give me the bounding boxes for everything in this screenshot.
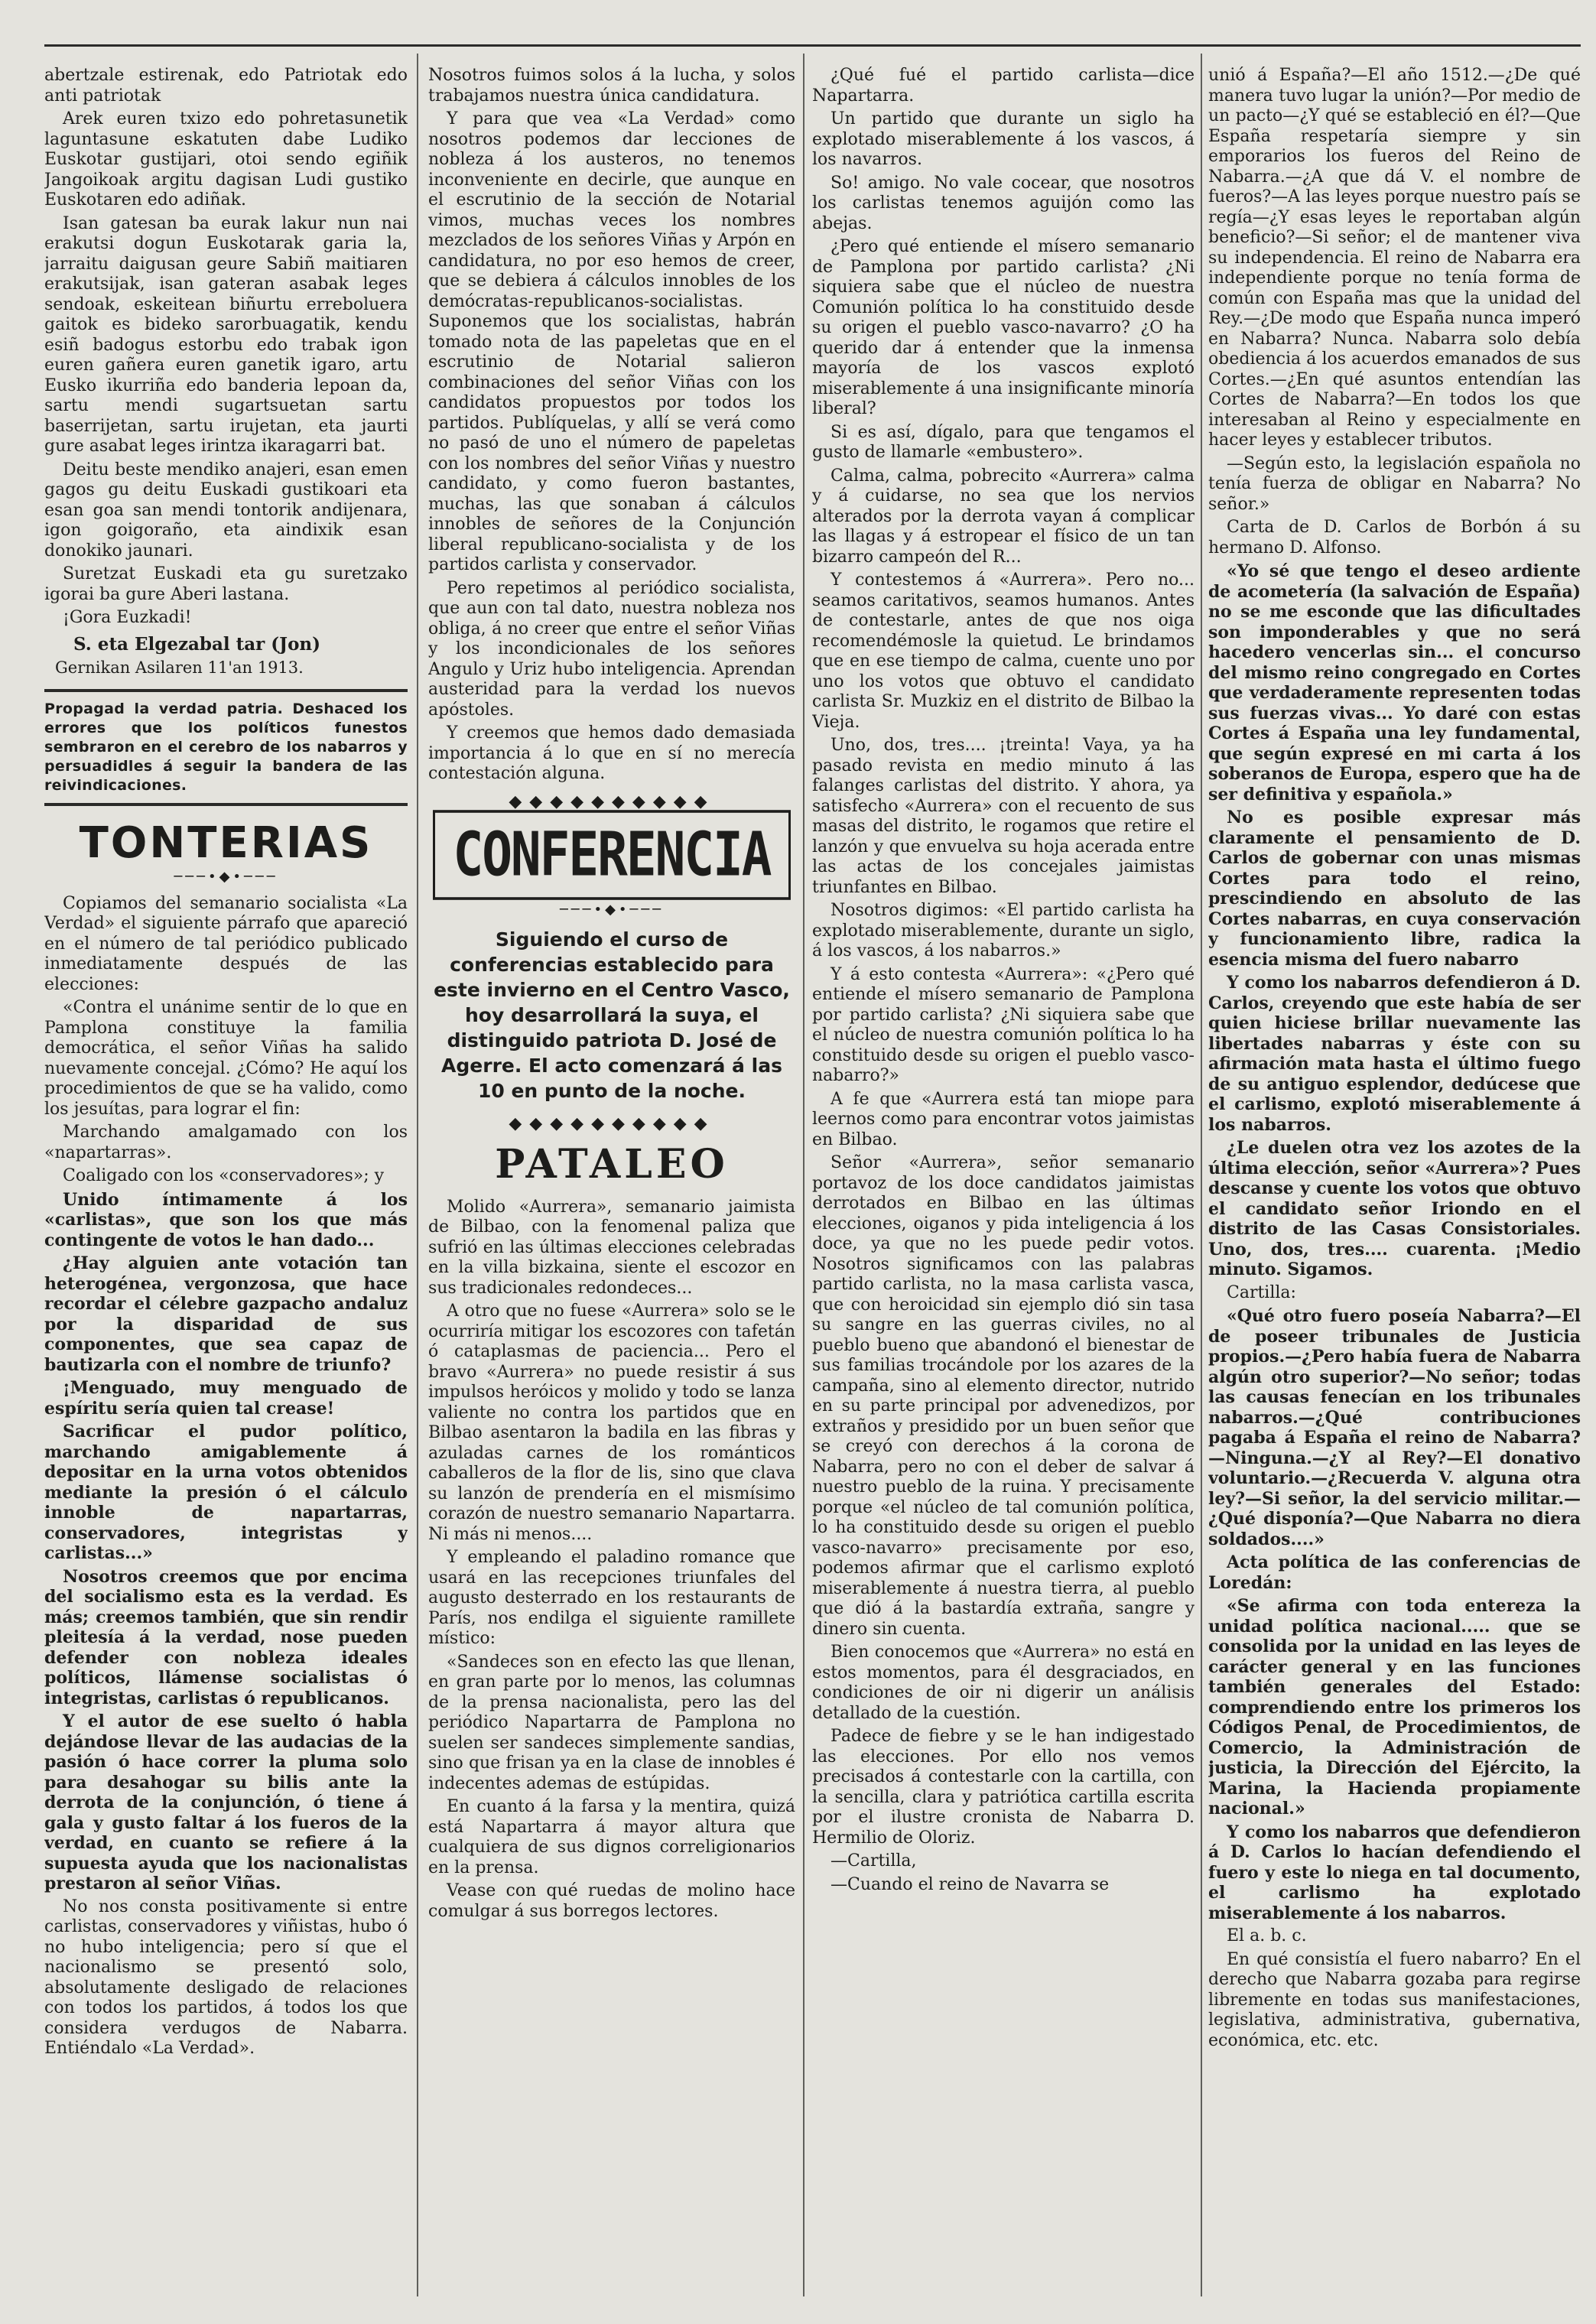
article-paragraph: Cartilla: <box>1227 1282 1296 1302</box>
column-4 <box>1208 66 1581 2054</box>
tonterias-paragraph: Copiamos del semanario socialista «La Verdad» el siguiente párrafo que apareció en el número de tal periódico publicado inmediatamente después de las elecciones: <box>44 893 408 994</box>
pataleo-paragraph: A otro que no fuese «Aurrera» solo se le ocurriría mitigar los escozores con tafetán ó cataplasmas de paciencia... Pero el bravo «Aurrera» no puede resistir á sus impulsos heróicos y molido y todo se lanza valiente no contra los partidos que en Bilbao asentaron la badila en las fibras y azuladas carnes de los románticos caballeros de la flor de lis, sino que clava su lanzón de prendería en el mismísimo corazón de nuestro semanario Napartarra. Ni más ni menos.... <box>428 1302 795 1544</box>
article-paragraph: «Se afirma con toda entereza la unidad política nacional..... que se consolida por la unidad en las leyes de carácter general y en las funciones también generales del Estado: comprendiendo entre los primeros los Códigos Penal, de Procedimientos, de Comercio, la Administración de justicia, la Dirección del Ejército, la Marina, la Hacienda propiamente nacional.» <box>1208 1596 1581 1819</box>
article-paragraph: ¿Pero qué entiende el mísero semanario de Pamplona por partido carlista? ¿Ni siquiera sabe que el núcleo de nuestra Comunión política lo ha constituido desde su origen el pueblo vasco-navarro? ¿O ha querido dar á entender que la inmensa mayoría de los vascos explotó miserablemente á una insignificante minoría liberal? <box>812 237 1195 418</box>
pataleo-paragraph: Molido «Aurrera», semanario jaimista de Bilbao, con la fenomenal paliza que sufrió en las últimas elecciones celebradas en la villa bizkaina, siente el escozor en sus tradicionales redondeces... <box>428 1197 795 1298</box>
article-paragraph: —Según esto, la legislación española no tenía fuerza de obligar en Nabarra? No señor.» <box>1208 453 1581 514</box>
ornament: ◆◆◆◆◆◆◆◆◆◆ <box>509 791 715 811</box>
article-paragraph: Acta política de las conferencias de Loredán: <box>1208 1552 1581 1593</box>
column-1 <box>44 66 408 2062</box>
pataleo-heading: PATALEO <box>495 1140 729 1188</box>
banner-slogan: Propagad la verdad patria. Deshaced los errores que los políticos funestos sembraron en el cerebro de los nabarros y persuadidles á seguir la bandera de las reivindicaciones. <box>44 700 408 794</box>
tonterias-paragraph: ¡Menguado, muy menguado de espíritu sería quien tal crease! <box>44 1378 408 1419</box>
article-paragraph: Pero repetimos al periódico socialista, que aun con tal dato, nuestra nobleza nos obliga, á no creer que entre el señor Viñas y los incondicionales de los señores Angulo y Uriz hubo inteligencia. Aprendan austeridad para la verdad los nuevos apóstoles. <box>428 578 795 720</box>
pataleo-paragraph: Vease con qué ruedas de molino hace comulgar á sus borregos lectores. <box>428 1881 795 1921</box>
basque-paragraph: ¡Gora Euzkadi! <box>63 608 192 627</box>
article-paragraph: Y como los nabarros defendieron á D. Carlos, creyendo que este había de ser quien hiciese brillar nuevamente las libertades nabarras y éste con su afirmación mata hasta el último fuego de su antiguo esplendor, dedúcese que el carlismo, explotó miserablemente á los nabarros. <box>1208 973 1581 1135</box>
conferencia-heading: CONFERENCIA <box>433 810 791 900</box>
article-paragraph: Y para que vea «La Verdad» como nosotros podemos dar lecciones de nobleza á los austeros, no tenemos inconveniente en decirle, que aunque en el escrutinio de la sección de Notarial vimos, muchas veces los nombres mezclados de los señores Viñas y Arpón en candidatura, no por eso hemos de creer, que se debiera á cálculos innobles de los demócratas-republicanos-socialistas. Suponemos que los socialistas, habrán tomado nota de las papeletas que en el escrutinio de Notarial salieron combinaciones del señor Viñas con los candidatos propuestos por todos los partidos. Publíquelas, y allí se verá como no pasó de uno el número de papeletas con los nombres del señor Viñas y nuestro candidato, y como fueron bastantes, muchas, las que sonaban á cálculos innobles de señores de la Conjunción liberal republicano-socialista y de los partidos carlista y conservador. <box>428 109 795 574</box>
article-paragraph: Carta de D. Carlos de Borbón á su hermano D. Alfonso. <box>1208 518 1581 557</box>
article-paragraph: El a. b. c. <box>1227 1926 1307 1945</box>
article-paragraph: So! amigo. No vale cocear, que nosotros los carlistas tenemos aguijón como las abejas. <box>812 173 1195 233</box>
basque-paragraph: Isan gatesan ba eurak lakur nun nai erakutsi dogun Euskotarak garia la, jarraitu daigusan geure Sabiñ maitiaren erakutsijak, isan gateran asabak leges sendoak, eskeitean biñurtu erreboluera gaitok es bideko sarorbuagatik, kendu esiñ badogus estorbu edo trabak igon euren gañera euren ganetik igaro, artu Eusko ikurriña edo banderia lepoan da, sartu mendi sugartsuetan sartu baserrijetan, sartu irujetan, eta jaurti gure asabat leges irintza ikaragarri bat. <box>44 213 408 456</box>
tonterias-paragraph: ¿Hay alguien ante votación tan heterogénea, vergonzosa, que hace recordar el célebre gazpacho andaluz por la disparidad de sus componentes, que sea capaz de bautizarla con el nombre de triunfo? <box>44 1253 408 1375</box>
pataleo-paragraph: En cuanto á la farsa y la mentira, quizá está Napartarra á mayor altura que cualquiera de sus dignos correligionarios en la prensa. <box>428 1797 795 1877</box>
tonterias-heading: TONTERIAS <box>79 817 373 868</box>
signature: S. eta Elgezabal tar (Jon) <box>73 633 321 655</box>
pataleo-paragraph: Y empleando el paladino romance que usará en las recepciones triunfales del augusto desterrado en los restaurants de París, nos endilga el siguiente ramillete místico: <box>428 1548 795 1648</box>
article-paragraph: Y á esto contesta «Aurrera»: «¿Pero qué entiende el mísero semanario de Pamplona por partido carlista? ¿Ni siquiera sabe que el núcleo de nuestra comunión política lo ha constituido desde su origen el pueblo vasco-nabarro?» <box>812 964 1195 1085</box>
article-paragraph: Y creemos que hemos dado demasiada importancia á lo que en sí no merecía contestación alguna. <box>428 723 795 783</box>
section-rule <box>44 803 408 806</box>
article-paragraph: Un partido que durante un siglo ha explotado miserablemente á los vascos, á los navarros. <box>812 109 1195 169</box>
dateline: Gernikan Asilaren 11'an 1913. <box>55 658 304 677</box>
article-paragraph: «Qué otro fuero poseía Nabarra?—El de poseer tribunales de Justicia propios.—¿Pero había fuera de Nabarra algún otro superior?—No señor; todas las causas fenecían en los tribunales nabarros.—¿Qué contribuciones pagaba á España el reino de Nabarra?—Ninguna.—¿Y al Rey?—El donativo voluntario.—¿Recuerda V. alguna otra ley?—Si señor, la del servicio militar.—¿Qué disponía?—Que Nabarra no diera soldados....» <box>1208 1306 1581 1549</box>
tonterias-paragraph: «Contra el unánime sentir de lo que en Pamplona constituye la familia democrática, el señor Viñas ha salido nuevamente concejal. ¿Cómo? He aquí los procedimientos de que se ha valido, como los jesuítas, para lograr el fin: <box>44 998 408 1119</box>
article-paragraph: Y contestemos á «Aurrera». Pero no... seamos caritativos, seamos humanos. Antes de contestarle, antes de que nos oiga recomendémosle la quietud. Le brindamos que en ese tiempo de calma, cuente uno por uno los votos que obtuvo el candidato carlista Sr. Muzkiz en el distrito de Bilbao la Vieja. <box>812 570 1195 732</box>
column-divider <box>417 54 418 2296</box>
article-paragraph: —Cuando el reino de Navarra se <box>831 1874 1110 1894</box>
tonterias-paragraph: Sacrificar el pudor político, marchando amigablemente á depositar en la urna votos obtenidos mediante la presión ó el cálculo innoble de napartarras, conservadores, integristas y carlistas...» <box>44 1422 408 1563</box>
basque-paragraph: Arek euren txizo edo pohretasunetik laguntasune eskatuten dabe Ludiko Euskotar gustijari, otoi sendo egiñik Jangoikoak argitu dagisan Ludi gustiko Euskotaren edo adiñak. <box>44 109 408 210</box>
tonterias-paragraph: Y el autor de ese suelto ó habla dejándose llevar de las audacias de la pasión ó hace correr la pluma solo para desahogar su bilis ante la derrota de la conjunción, ó tiene á gala y gusto faltar á los fueros de la verdad, en cuanto se refiere á la supuesta ayuda que los nacionalistas prestaron al señor Viñas. <box>44 1711 408 1893</box>
column-3 <box>812 66 1195 1898</box>
top-rule <box>44 44 1581 47</box>
tonterias-paragraph: Coaligado con los «conservadores»; y <box>63 1166 385 1185</box>
article-paragraph: Nosotros digimos: «El partido carlista ha explotado miserablemente, durante un siglo, á los vascos, á los nabarros.» <box>812 901 1195 960</box>
article-paragraph: Nosotros fuimos solos á la lucha, y solos trabajamos nuestra única candidatura. <box>428 66 795 106</box>
basque-paragraph: Suretzat Euskadi eta gu suretzako igorai ba gure Aberi lastana. <box>44 564 408 604</box>
conferencia-notice: Siguiendo el curso de conferencias establecido para este invierno en el Centro Vasco, hoy desarrollará la suya, el distinguido patriota D. José de Agerre. El acto comenzará á las 10 en punto de la noche. <box>434 928 790 1102</box>
basque-paragraph: abertzale estirenak, edo Patriotak edo anti patriotak <box>44 66 408 106</box>
column-2 <box>428 66 795 1925</box>
article-paragraph: «Yo sé que tengo el deseo ardiente de acometería (la salvación de España) no se me esconde que las dificultades son imponderables y que no será hacedero vencerlas sin... el concurso del mismo reino congregado en Cortes que verdaderamente representen todas sus fuerzas vivas... Yo daré con estas Cortes á España una ley fundamental, que según expresé en mi carta á los soberanos de Europa, espero que ha de ser definitiva y española.» <box>1208 561 1581 804</box>
basque-paragraph: Deitu beste mendiko anajeri, esan emen gagos gu deitu Euskadi gustikoari eta esan goa san mendi tontorik andijenara, igon goigoraño, eta aindixik esan donokiko jaunari. <box>44 460 408 561</box>
pataleo-paragraph: «Sandeces son en efecto las que llenan, en gran parte por lo menos, las columnas de la prensa nacionalista, pero las del periódico Napartarra de Pamplona no suelen ser sandeces simplemente sandias, sino que frisan ya en la clase de innobles é indecentes ademas de estúpidas. <box>428 1652 795 1793</box>
tonterias-paragraph: No nos consta positivamente si entre carlistas, conservadores y viñistas, hubo ó no hubo inteligencia; pero sí que el nacionalismo se presentó solo, absolutamente desligado de relaciones con todos los partidos, á todos los que considera verdugos de Nabarra. Entiéndalo «La Verdad». <box>44 1897 408 2058</box>
article-paragraph: unió á España?—El año 1512.—¿De qué manera tuvo lugar la unión?—Por medio de un pacto—¿Y qué se estableció en él?—Que España respetaría siempre y sin emporarios los fueros del Reino de Nabarra.—¿A que dá V. el nombre de fueros?—A las leyes porque nuestro país se regía—¿Y esas leyes le reportaban algún beneficio?—Si señor; el de mantener viva su independencia. El reino de Nabarra era independiente porque no tenía forma de común con España mas que la unidad del Rey.—¿De modo que España nunca imperó en Nabarra? Nunca. Nabarra solo debía obediencia á los acuerdos emanados de sus Cortes.—¿En qué asuntos entendían las Cortes de Nabarra?—En todos los que interesaban al Reino y especialmente en hacer leyes y establecer tributos. <box>1208 66 1581 450</box>
article-paragraph: ¿Qué fué el partido carlista—dice Napartarra. <box>812 66 1195 106</box>
ornament: ───•◆•─── <box>559 901 665 918</box>
article-paragraph: Y como los nabarros que defendieron á D. Carlos lo hacían defendiendo el fuero y este lo niega en tal documento, el carlismo ha explotado miserablemente á los nabarros. <box>1208 1822 1581 1923</box>
article-paragraph: No es posible expresar más claramente el pensamiento de D. Carlos de gobernar con unas mismas Cortes para todo el reino, prescindiendo en absoluto de las Cortes nabarras, en cuya conservación y funcionamiento libre, radica la esencia misma del fuero nabarro <box>1208 808 1581 970</box>
article-paragraph: Uno, dos, tres.... ¡treinta! Vaya, ya ha pasado revista en medio minuto á las falanges carlistas del distrito. Y ahora, ya satisfecho «Aurrera» con el recuento de sus masas del distrito, le rogamos que retire el lanzón y que envuelva su hoja acerada entre las actas de los concejales jaimistas triunfantes en Bilbao. <box>812 736 1195 897</box>
article-paragraph: Si es así, dígalo, para que tengamos el gusto de llamarle «embustero». <box>812 422 1195 462</box>
column-divider <box>1201 54 1202 2296</box>
section-rule <box>44 689 408 692</box>
article-paragraph: En qué consistía el fuero nabarro? En el derecho que Nabarra gozaba para regirse libremente en todas sus manifestaciones, legislativa, administrativa, gubernativa, económica, etc. etc. <box>1208 1949 1581 2050</box>
ornament: ◆◆◆◆◆◆◆◆◆◆ <box>509 1113 715 1133</box>
article-paragraph: A fe que «Aurrera está tan miope para leernos como para encontrar votos jaimistas en Bilbao. <box>812 1089 1195 1149</box>
tonterias-paragraph: Nosotros creemos que por encima del socialismo esta es la verdad. Es más; creemos también, que sin rendir pleitesía á la verdad, nose pueden defender con nobleza ideales políticos, llámense socialistas ó integristas, carlistas ó republicanos. <box>44 1566 408 1708</box>
column-divider <box>803 54 805 2296</box>
article-paragraph: Señor «Aurrera», señor semanario portavoz de los doce candidatos jaimistas derrotados en Bilbao en las últimas elecciones, oiganos y pida inteligencia á los doce, ya que no les puede pedir votos. Nosotros significamos con las palabras partido carlista, no la masa carlista vasca, que con heroicidad sin ejemplo dió sin tasa su sangre en las guerras civiles, no al pueblo bueno que abandonó el bienestar de sus familias trocándole por los azares de la campaña, sino al elemento director, nutrido en su parte principal por advenedizos, por extraños y presidido por un buen señor que se creyó con derechos á la corona de Nabarra, pero no con el deber de salvar á nuestro pueblo de la ruina. Y precisamente porque «el núcleo de tal comunión política, lo ha constituido desde su origen el pueblo vasco-navarro» precisamente por eso, podemos afirmar que el carlismo explotó miserablemente á nuestra tierra, al pueblo que dió á la bastardía extraña, sangre y dinero sin cuenta. <box>812 1153 1195 1639</box>
tonterias-paragraph: Unido íntimamente á los «carlistas», que son los que más contingente de votos le han dado... <box>44 1189 408 1250</box>
article-paragraph: Bien conocemos que «Aurrera» no está en estos momentos, para él desgraciados, en condiciones de oir ni digerir un análisis detallado de la cuestión. <box>812 1643 1195 1723</box>
ornament: ───•◆•─── <box>174 868 278 885</box>
article-paragraph: ¿Le duelen otra vez los azotes de la última elección, señor «Aurrera»? Pues descanse y cuente los votos que obtuvo el candidato señor Iriondo en el distrito de las Casas Consistoriales. Uno, dos, tres.... cuarenta. ¡Medio minuto. Sigamos. <box>1208 1138 1581 1279</box>
article-paragraph: —Cartilla, <box>831 1851 917 1871</box>
article-paragraph: Calma, calma, pobrecito «Aurrera» calma y á cuidarse, no sea que los nervios alterados por la derrota vayan á complicar las llagas y á estropear el físico de un tan bizarro campeón del R... <box>812 466 1195 567</box>
article-paragraph: Padece de fiebre y se le han indigestado las elecciones. Por ello nos vemos precisados á contestarle con la cartilla, con la sencilla, clara y patriótica cartilla escrita por el ilustre cronista de Nabarra D. Hermilio de Oloriz. <box>812 1727 1195 1848</box>
tonterias-paragraph: Marchando amalgamado con los «napartarras». <box>44 1123 408 1162</box>
